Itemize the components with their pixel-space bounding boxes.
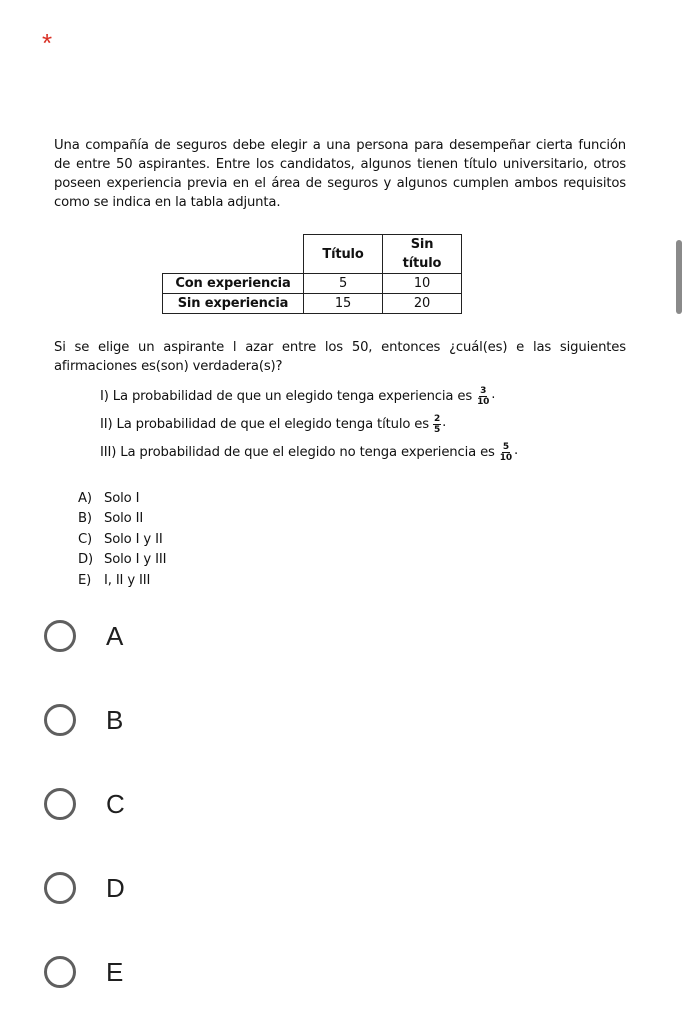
affirmation-item: II) La probabilidad de que el elegido tenga título es $\frac{2}{5}$ . xyxy=(100,413,447,435)
affirmation-text: III) La probabilidad de que el elegido no tenga experiencia es xyxy=(100,444,495,460)
option-c[interactable] xyxy=(44,782,344,826)
fraction-numerator: 2 xyxy=(433,413,441,424)
option-d[interactable] xyxy=(44,866,344,910)
table-row xyxy=(163,274,462,294)
fraction-denominator: 10 xyxy=(499,452,513,463)
radio-button-icon[interactable] xyxy=(44,956,76,988)
table-header-row xyxy=(163,235,462,274)
alternative-letter: C) xyxy=(78,531,93,547)
alternative-text: Solo I y III xyxy=(104,552,167,568)
table-row xyxy=(163,294,462,314)
fraction-numerator: 3 xyxy=(480,385,487,396)
alternative-item xyxy=(78,488,626,509)
scrollbar[interactable] xyxy=(676,240,682,314)
alternative-letter: B) xyxy=(78,511,92,527)
radio-button-icon[interactable] xyxy=(44,872,76,904)
option-label[interactable]: B xyxy=(106,704,124,735)
question-content xyxy=(54,136,626,591)
question-prompt: Si se elige un aspirante l azar entre los 50, entonces ¿cuál(es) e las siguientes afirmaciones es(son) verdadera(s)? xyxy=(54,340,626,374)
table-cell: 5 xyxy=(304,274,383,294)
required-asterisk: * xyxy=(42,28,53,58)
table-header: Título xyxy=(304,235,383,274)
affirmations-list xyxy=(100,382,626,466)
option-label[interactable]: A xyxy=(106,620,124,651)
alternative-text: I, II y III xyxy=(104,572,151,588)
alternative-letter: E) xyxy=(78,572,92,588)
alternative-text: Solo I xyxy=(104,490,140,506)
alternatives-list xyxy=(78,488,626,591)
question-statement: Una compañía de seguros debe elegir a una persona para desempeñar cierta función de entre 50 aspirantes. Entre los candidatos, algunos tienen título universitario, otros poseen experiencia previa en el área de seguros y algunos cumplen ambos requisitos como se indica en la tabla adjunta. xyxy=(54,138,626,210)
alternative-item xyxy=(78,570,626,591)
table-corner-cell xyxy=(163,235,304,274)
alternative-text: Solo I y II xyxy=(104,531,163,547)
alternative-letter: A) xyxy=(78,490,92,506)
alternative-text: Solo II xyxy=(104,511,144,527)
alternative-item xyxy=(78,550,626,571)
radio-button-icon[interactable] xyxy=(44,704,76,736)
affirmation-text: I) La probabilidad de que un elegido tenga experiencia es xyxy=(100,388,473,404)
radio-button-icon[interactable] xyxy=(44,620,76,652)
table-cell: 15 xyxy=(304,294,383,314)
option-label[interactable]: E xyxy=(106,956,124,987)
fraction xyxy=(476,386,490,407)
table-header: Sin título xyxy=(383,235,462,274)
table-row-label: Sin experiencia xyxy=(163,294,304,314)
alternative-letter: D) xyxy=(78,552,93,568)
radio-button-icon[interactable] xyxy=(44,788,76,820)
affirmation-item: I) La probabilidad de que un elegido tenga experiencia es $\frac{3}{10}$ . xyxy=(100,385,496,407)
fraction-numerator: 5 xyxy=(502,441,509,452)
fraction xyxy=(433,414,441,435)
table-cell: 20 xyxy=(383,294,462,314)
option-label[interactable]: D xyxy=(106,872,125,903)
option-a[interactable] xyxy=(44,614,344,658)
table-row-label: Con experiencia xyxy=(163,274,304,294)
option-label[interactable]: C xyxy=(106,788,125,819)
affirmation-item: III) La probabilidad de que el elegido no tenga experiencia es $\frac{5}{10}$ . xyxy=(100,441,519,463)
alternative-item xyxy=(78,509,626,530)
affirmation-text: II) La probabilidad de que el elegido tenga título es xyxy=(100,416,429,432)
data-table xyxy=(162,234,462,314)
fraction-denominator: 5 xyxy=(433,424,441,435)
option-e[interactable] xyxy=(44,950,344,994)
option-b[interactable] xyxy=(44,698,344,742)
alternative-item xyxy=(78,529,626,550)
fraction xyxy=(499,442,513,463)
table-cell: 10 xyxy=(383,274,462,294)
fraction-denominator: 10 xyxy=(477,396,490,407)
